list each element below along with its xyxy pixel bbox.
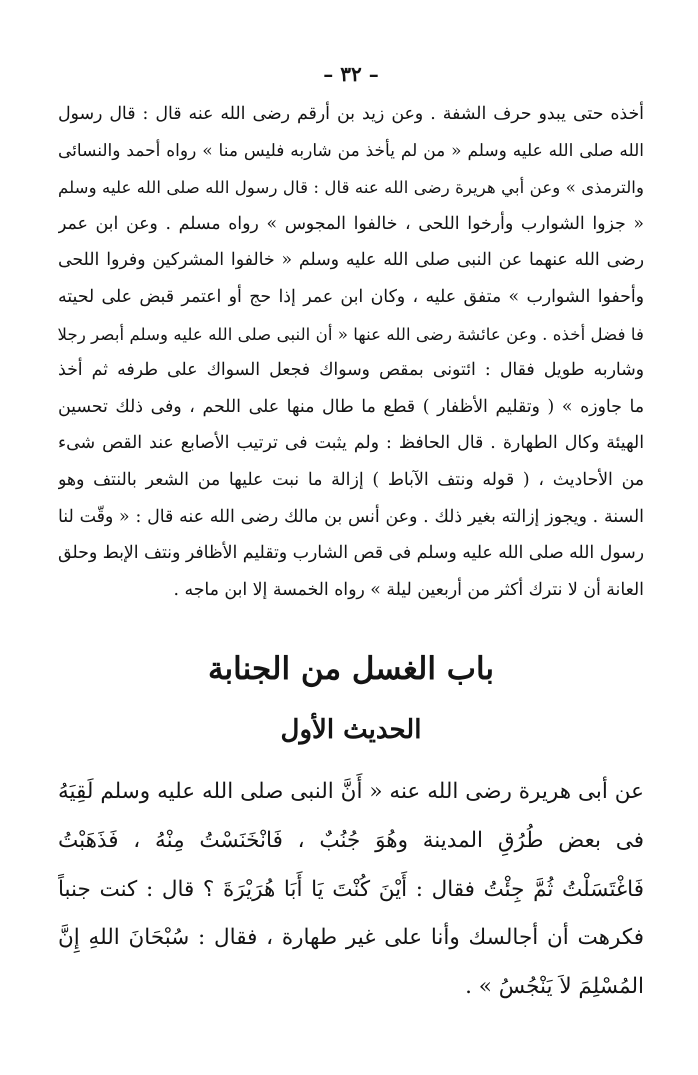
hadith-text [58, 768, 644, 1011]
text-line: والترمذى » وعن أبي هريرة رضى الله عنه قال : قال رسول الله صلى الله عليه وسلم [58, 177, 644, 198]
text-line: أخذه حتى يبدو حرف الشفة . وعن زيد بن أرقم رضى الله عنه قال : قال رسول [58, 104, 644, 124]
text-line: وشاربه طويل فقال : ائتونى بمقص وسواك فجعل السواك على طرفه ثم أخذ [58, 360, 644, 381]
text-line: ما جاوزه » ( وتقليم الأظفار ) قطع ما طال منها على اللحم ، وفى ذلك تحسين [58, 396, 644, 417]
commentary-passage [58, 96, 644, 608]
hadith-line: المُسْلِمَ لاَ يَنْجُسُ » . [465, 973, 644, 999]
chapter-title: باب الغسل من الجنابة [207, 651, 495, 688]
text-line: فا فضل أخذه . وعن عائشة رضى الله عنها « أن النبى صلى الله عليه وسلم أبصر رجلا [58, 323, 644, 344]
text-line: الله صلى الله عليه وسلم « من لم يأخذ من شاربه فليس منا » رواه أحمد والنسائى [58, 140, 644, 161]
text-line: من الأحاديث ، ( قوله ونتف الآباط ) إزالة ما نبت عليها من الشعر بالنتف وهو [58, 469, 644, 490]
text-line: الهيئة وكال الطهارة . قال الحافظ : ولم يثبت فى ترتيب الأصابع عند القص شىء [58, 433, 644, 454]
hadith-line: فَاغْتَسَلْتُ ثُمَّ جِئْتُ فقال : أَيْنَ كُنْتَ يَا أَبَا هُرَيْرَةَ ؟ قال : كنت جنباً [58, 876, 644, 902]
text-line: « جزوا الشوارب وأرخوا اللحى ، خالفوا المجوس » رواه مسلم . وعن ابن عمر [58, 213, 644, 234]
hadith-line: فى بعض طُرُقِ المدينة وهُوَ جُنُبٌ ، فَانْخَنَسْتُ مِنْهُ ، فَذَهَبْتُ [58, 827, 644, 853]
text-line: العانة أن لا نترك أكثر من أربعين ليلة » رواه الخمسة إلا ابن ماجه . [173, 579, 644, 600]
text-line: السنة . ويجوز إزالته بغير ذلك . وعن أنس بن مالك رضى الله عنه قال : « وقّت لنا [58, 506, 644, 527]
hadith-line: عن أبى هريرة رضى الله عنه « أَنَّ النبى صلى الله عليه وسلم لَقِيَهُ [58, 779, 644, 805]
text-line: رضى الله عنهما عن النبى صلى الله عليه وسلم « خالفوا المشركين وفروا اللحى [58, 250, 644, 271]
text-line: وأحفوا الشوارب » متفق عليه ، وكان ابن عمر إذا حج أو اعتمر قبض على لحيته [58, 286, 644, 307]
page-number: – ٣٢ – [323, 62, 379, 86]
hadith-line: فكرهت أن أجالسك وأنا على غير طهارة ، فقال : سُبْحَانَ اللهِ إِنَّ [58, 925, 644, 951]
hadith-heading: الحديث الأول [280, 715, 422, 746]
text-line: رسول الله صلى الله عليه وسلم فى قص الشارب وتقليم الأظافر ونتف الإبط وحلق [58, 543, 644, 564]
